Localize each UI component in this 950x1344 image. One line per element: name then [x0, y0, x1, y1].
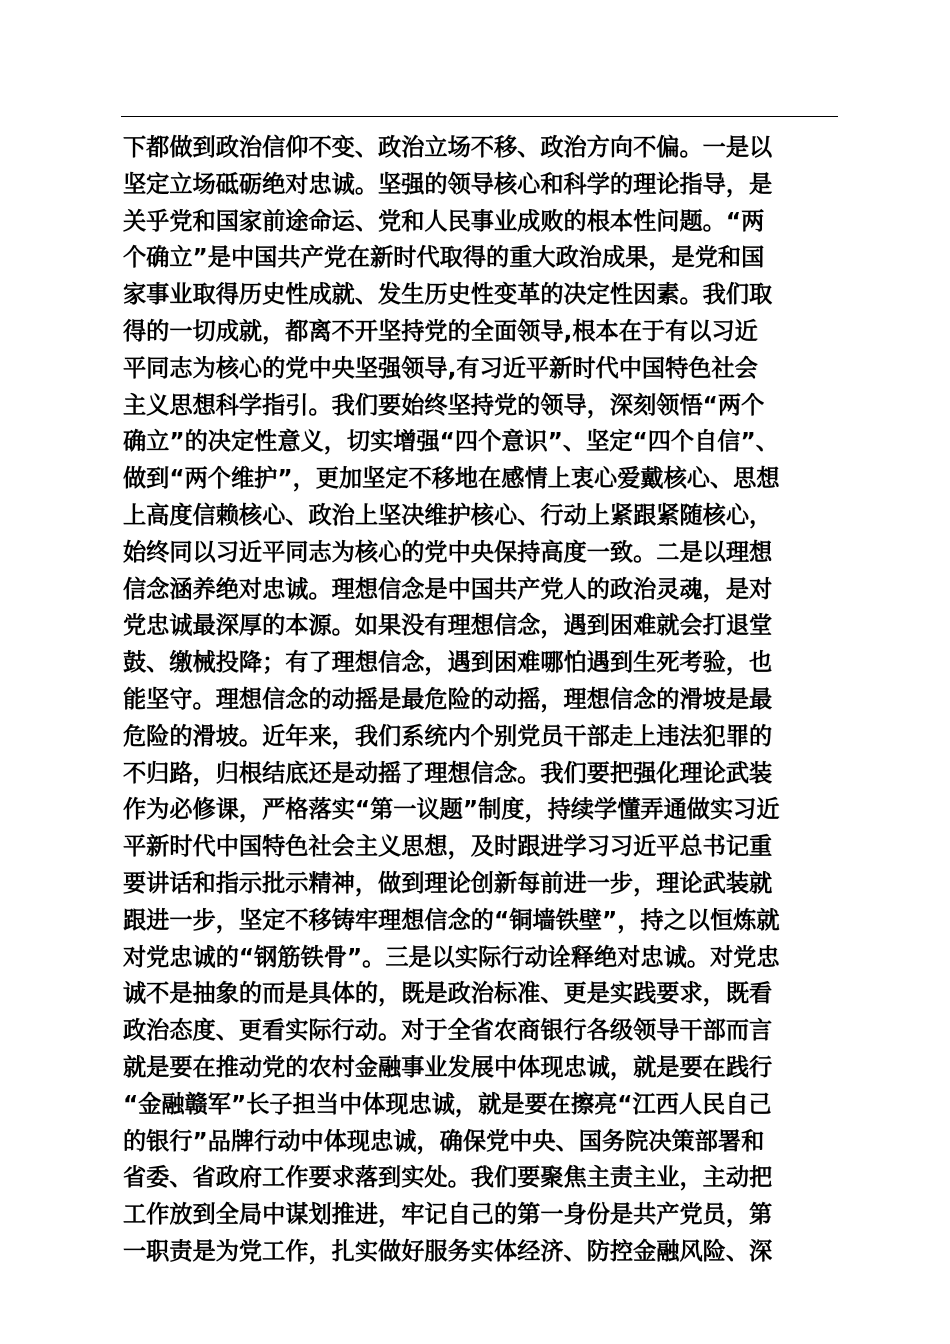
text-line: 平新时代中国特色社会主义思想，及时跟进学习习近平总书记重: [123, 833, 773, 861]
text-line: 得的一切成就，都离不开坚持党的全面领导,根本在于有以习近: [123, 317, 758, 345]
text-line: 上高度信赖核心、政治上坚决维护核心、行动上紧跟紧随核心，: [123, 501, 773, 529]
text-line: 信念涵养绝对忠诚。理想信念是中国共产党人的政治灵魂，是对: [123, 575, 773, 603]
header-divider: [121, 116, 838, 117]
text-line: 关乎党和国家前途命运、党和人民事业成败的根本性问题。“两: [123, 207, 765, 235]
text-line: 要讲话和指示批示精神，做到理论创新每前进一步，理论武装就: [123, 869, 773, 897]
text-line: 危险的滑坡。近年来，我们系统内个别党员干部走上违法犯罪的: [123, 722, 773, 750]
text-line: 党忠诚最深厚的本源。如果没有理想信念，遇到困难就会打退堂: [123, 612, 773, 640]
text-line: 鼓、缴械投降；有了理想信念，遇到困难哪怕遇到生死考验，也: [123, 649, 773, 677]
text-line: 不归路，归根结底还是动摇了理想信念。我们要把强化理论武装: [123, 759, 773, 787]
text-line: 做到“两个维护”，更加坚定不移地在感情上衷心爱戴核心、思想: [123, 465, 780, 493]
text-line: 的银行”品牌行动中体现忠诚，确保党中央、国务院决策部署和: [123, 1127, 765, 1155]
text-line: 确立”的决定性意义，切实增强“四个意识”、坚定“四个自信”、: [123, 428, 779, 456]
text-line: 始终同以习近平同志为核心的党中央保持高度一致。二是以理想: [123, 538, 773, 566]
text-line: 一职责是为党工作，扎实做好服务实体经济、防控金融风险、深: [123, 1237, 773, 1265]
text-line: 省委、省政府工作要求落到实处。我们要聚焦主责主业，主动把: [123, 1164, 773, 1192]
text-line: 平同志为核心的党中央坚强领导,有习近平新时代中国特色社会: [123, 354, 758, 382]
text-line: 坚定立场砥砺绝对忠诚。坚强的领导核心和科学的理论指导，是: [123, 170, 773, 198]
text-line: “金融赣军”长子担当中体现忠诚，就是要在擦亮“江西人民自己: [123, 1090, 772, 1118]
text-line: 工作放到全局中谋划推进，牢记自己的第一身份是共产党员，第: [123, 1201, 773, 1229]
text-line: 个确立”是中国共产党在新时代取得的重大政治成果，是党和国: [123, 244, 765, 272]
text-line: 作为必修课，严格落实“第一议题”制度，持续学懂弄通做实习近: [123, 796, 780, 824]
text-line: 下都做到政治信仰不变、政治立场不移、政治方向不偏。一是以: [123, 134, 773, 161]
text-line: 就是要在推动党的农村金融事业发展中体现忠诚，就是要在践行: [123, 1053, 773, 1081]
text-line: 诚不是抽象的而是具体的，既是政治标准、更是实践要求，既看: [123, 980, 773, 1008]
body-paragraph: [123, 130, 843, 1271]
text-line: 主义思想科学指引。我们要始终坚持党的领导，深刻领悟“两个: [123, 391, 765, 419]
text-line: 家事业取得历史性成就、发生历史性变革的决定性因素。我们取: [123, 281, 773, 309]
text-line: 对党忠诚的“钢筋铁骨”。三是以实际行动诠释绝对忠诚。对党忠: [123, 943, 780, 971]
text-line: 跟进一步，坚定不移铸牢理想信念的“铜墙铁壁”，持之以恒炼就: [123, 906, 780, 934]
text-line: 能坚守。理想信念的动摇是最危险的动摇，理想信念的滑坡是最: [123, 685, 773, 713]
text-line: 政治态度、更看实际行动。对于全省农商银行各级领导干部而言: [123, 1017, 773, 1045]
